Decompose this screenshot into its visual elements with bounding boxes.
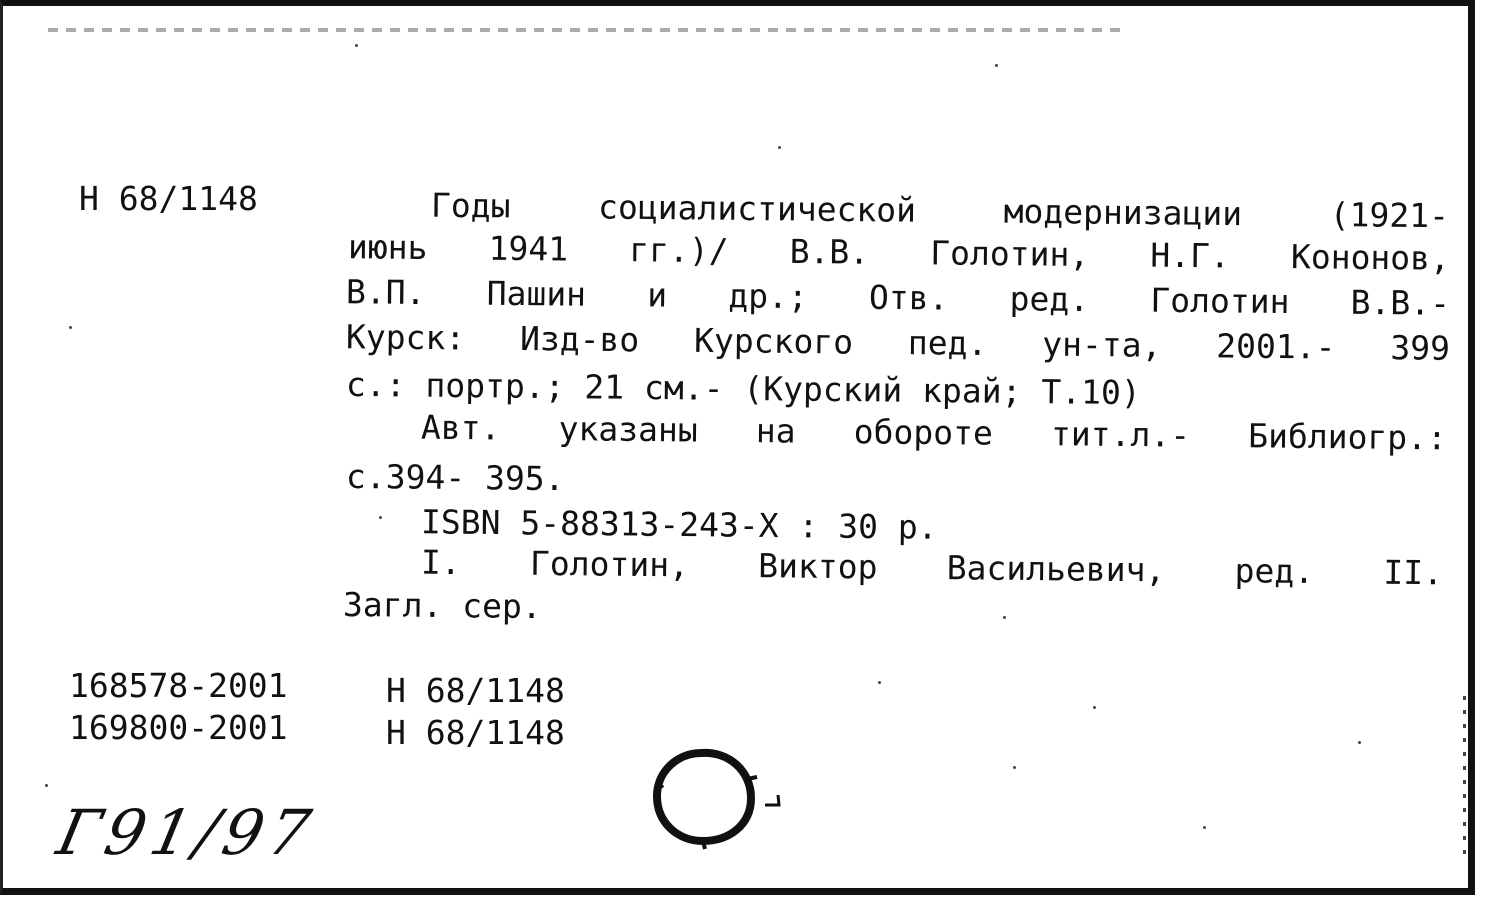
scan-speck [355, 44, 358, 47]
note-line-1: Авт. указаны на обороте тит.л.- Библиогр.: [420, 407, 1448, 458]
note-line-2: с.394- 395. [345, 456, 565, 499]
description-line-1: Годы социалистической модернизации (1921- [430, 185, 1450, 236]
scan-artifact-line [48, 28, 1128, 32]
description-line-5: с.: портр.; 21 см.- (Курский край; Т.10) [345, 364, 1141, 413]
description-line-4: Курск: Изд-во Курского пед. ун-та, 2001.- 399 [345, 317, 1451, 368]
handwritten-note: Г91/97 [51, 796, 323, 869]
description-line-2: июнь 1941 гг.)/ В.В. Голотин, Н.Г. Кононов, [347, 227, 1451, 278]
inventory-number: 168578-2001 [69, 666, 288, 705]
scan-speck [1358, 741, 1361, 744]
scan-speck [1203, 826, 1206, 829]
inventory-number: 169800-2001 [69, 708, 288, 747]
scan-speck [379, 516, 382, 519]
scan-speck [45, 784, 48, 787]
scan-speck [1013, 766, 1016, 769]
scan-speck [1003, 616, 1006, 619]
scan-speck [878, 681, 881, 684]
punch-hole-mark [643, 741, 793, 851]
scan-speck [1093, 706, 1096, 709]
inventory-shelf: Н 68/1148 [386, 671, 565, 710]
scan-speck [69, 326, 72, 329]
scan-edge-dots [1463, 696, 1466, 856]
inventory-shelf: Н 68/1148 [386, 713, 565, 752]
added-entries-line-1: I. Голотин, Виктор Васильевич, ред. II. [420, 542, 1444, 593]
isbn-line: ISBN 5-88313-243-X : 30 р. [420, 502, 938, 547]
call-number: Н 68/1148 [79, 179, 258, 218]
description-line-3: В.П. Пашин и др.; Отв. ред. Голотин В.В.- [345, 272, 1451, 323]
scan-speck [778, 146, 781, 149]
added-entries-line-2: Загл. сер. [342, 584, 542, 627]
scan-speck [995, 64, 998, 67]
